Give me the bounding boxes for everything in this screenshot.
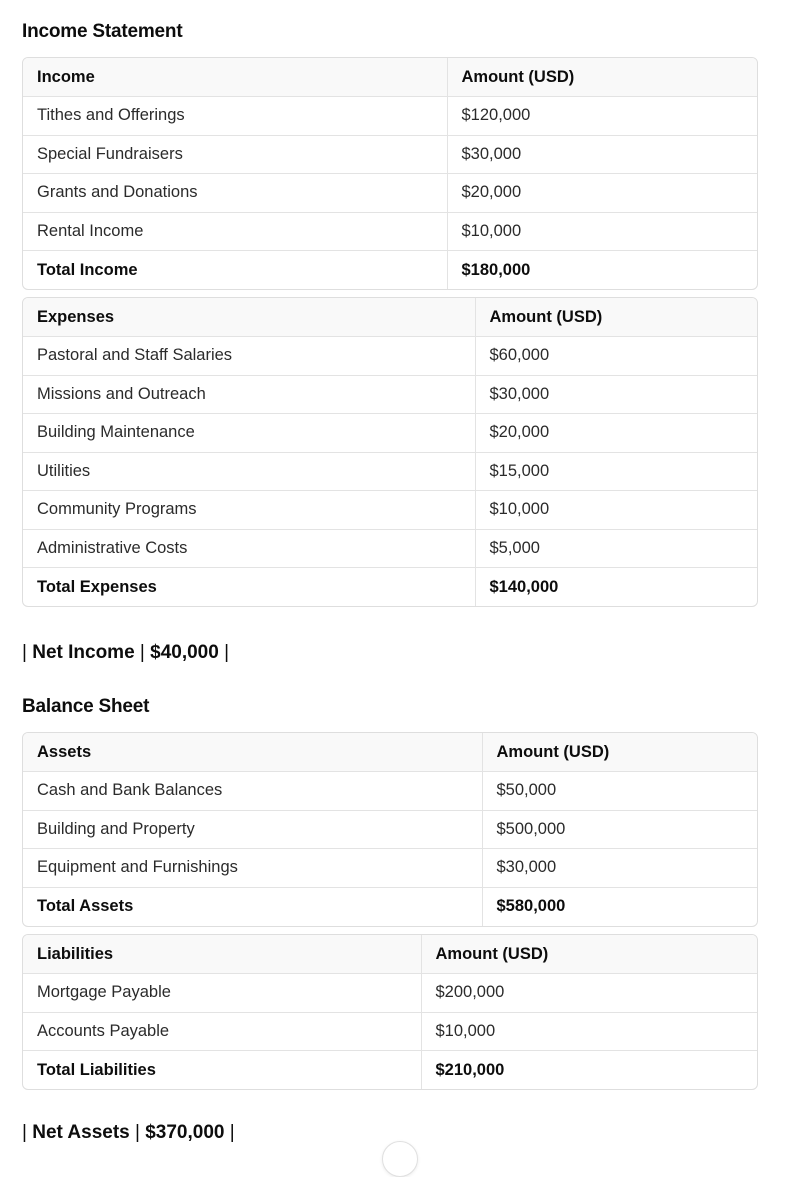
total-row [23,1051,757,1090]
total-label: Total Expenses [23,568,475,607]
balance-sheet-heading: Balance Sheet [22,696,150,717]
row-label: Special Fundraisers [23,135,447,174]
income-header-amount: Amount (USD) [447,58,757,97]
row-label: Cash and Bank Balances [23,772,482,811]
row-amount: $30,000 [475,375,757,414]
liabilities-table [22,934,758,1090]
row-amount: $120,000 [447,97,757,136]
row-amount: $50,000 [482,772,757,811]
row-amount: $200,000 [421,974,757,1013]
row-label: Mortgage Payable [23,974,421,1013]
table-row [23,810,757,849]
row-amount: $15,000 [475,452,757,491]
expenses-header-label: Expenses [23,298,475,337]
net-income-line [22,642,229,664]
table-row [23,1012,757,1051]
row-label: Tithes and Offerings [23,97,447,136]
row-amount: $30,000 [482,849,757,888]
liabilities-header-label: Liabilities [23,935,421,974]
total-row [23,887,757,926]
pipe: | [22,1122,27,1143]
assets-table [22,732,758,927]
table-row [23,452,757,491]
row-amount: $60,000 [475,337,757,376]
pipe: | [135,1122,140,1143]
row-amount: $10,000 [421,1012,757,1051]
table-row [23,414,757,453]
row-label: Rental Income [23,212,447,251]
total-amount: $580,000 [482,887,757,926]
row-amount: $20,000 [475,414,757,453]
total-label: Total Income [23,251,447,290]
table-row [23,337,757,376]
pipe: | [224,642,230,663]
table-row [23,212,757,251]
expenses-table [22,297,758,607]
liabilities-header-amount: Amount (USD) [421,935,757,974]
row-amount: $10,000 [447,212,757,251]
total-row [23,251,757,290]
pipe: | [139,642,145,663]
row-label: Building Maintenance [23,414,475,453]
table-row [23,849,757,888]
net-assets-value: $370,000 [145,1122,225,1143]
expenses-header-amount: Amount (USD) [475,298,757,337]
total-amount: $140,000 [475,568,757,607]
row-label: Community Programs [23,491,475,530]
row-label: Utilities [23,452,475,491]
row-label: Missions and Outreach [23,375,475,414]
pipe: | [22,642,27,663]
table-row [23,491,757,530]
pipe: | [229,1122,235,1143]
row-amount: $5,000 [475,529,757,568]
row-amount: $10,000 [475,491,757,530]
net-income-value: $40,000 [150,642,219,663]
total-row [23,568,757,607]
row-label: Equipment and Furnishings [23,849,482,888]
total-amount: $210,000 [421,1051,757,1090]
table-row [23,174,757,213]
table-row [23,135,757,174]
row-label: Accounts Payable [23,1012,421,1051]
net-assets-label: Net Assets [32,1122,130,1143]
income-table [22,57,758,290]
scroll-down-button[interactable] [382,1141,418,1177]
total-label: Total Liabilities [23,1051,421,1090]
row-amount: $500,000 [482,810,757,849]
row-amount: $30,000 [447,135,757,174]
table-row [23,529,757,568]
assets-header-amount: Amount (USD) [482,733,757,772]
income-header-label: Income [23,58,447,97]
total-amount: $180,000 [447,251,757,290]
table-row [23,772,757,811]
net-income-label: Net Income [32,642,135,663]
total-label: Total Assets [23,887,482,926]
table-row [23,97,757,136]
table-row [23,974,757,1013]
table-row [23,375,757,414]
row-label: Pastoral and Staff Salaries [23,337,475,376]
row-label: Administrative Costs [23,529,475,568]
row-label: Building and Property [23,810,482,849]
assets-header-label: Assets [23,733,482,772]
row-amount: $20,000 [447,174,757,213]
net-assets-line [22,1122,235,1144]
row-label: Grants and Donations [23,174,447,213]
income-statement-heading: Income Statement [22,21,183,42]
